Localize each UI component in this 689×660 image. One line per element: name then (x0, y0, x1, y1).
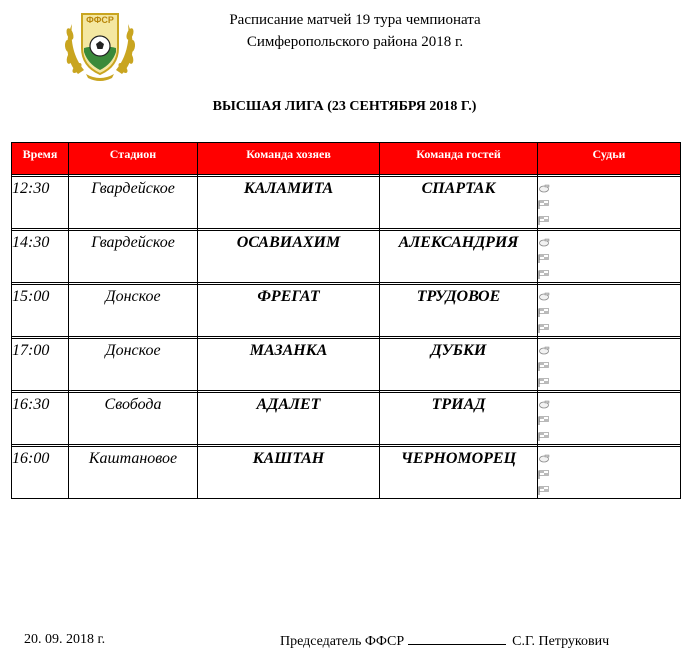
match-time (12, 285, 69, 337)
signature-name: С.Г. Петрукович (512, 634, 610, 649)
signature-label: Председатель ФФСР (280, 634, 405, 649)
match-time (12, 447, 69, 499)
document-title (150, 9, 560, 53)
table-row (12, 447, 681, 499)
flag-icon (538, 266, 550, 275)
match-stadium: Гвардейское (69, 177, 198, 229)
home-team: КАЛАМИТА (198, 177, 380, 229)
match-time (12, 177, 69, 229)
home-team: АДАЛЕТ (198, 393, 380, 445)
whistle-icon (538, 288, 550, 297)
whistle-icon (538, 180, 550, 189)
referees-cell (538, 231, 681, 283)
whistle-icon (538, 396, 550, 405)
match-time-text: 17:00 (12, 342, 50, 359)
column-header-away-team: Команда гостей (380, 143, 538, 175)
flag-icon (538, 428, 550, 437)
flag-icon (538, 196, 550, 205)
referees-cell (538, 393, 681, 445)
table-row (12, 177, 681, 229)
column-header-time: Время (12, 143, 69, 175)
match-stadium: Гвардейское (69, 231, 198, 283)
away-team: ЧЕРНОМОРЕЦ (380, 447, 538, 499)
home-team: КАШТАН (198, 447, 380, 499)
match-time (12, 231, 69, 283)
table-header-row (12, 143, 681, 175)
whistle-icon (538, 234, 550, 243)
away-team: ТРИАД (380, 393, 538, 445)
match-stadium: Каштановое (69, 447, 198, 499)
column-header-stadium: Стадион (69, 143, 198, 175)
match-time (12, 339, 69, 391)
match-time-text: 16:30 (12, 396, 50, 413)
table-row (12, 231, 681, 283)
match-time-text: 14:30 (12, 234, 50, 251)
whistle-icon (538, 342, 550, 351)
match-stadium: Донское (69, 285, 198, 337)
flag-icon (538, 466, 550, 475)
flag-icon (538, 304, 550, 313)
referees-cell (538, 339, 681, 391)
logo-text: ФФСР (86, 15, 114, 25)
away-team: АЛЕКСАНДРИЯ (380, 231, 538, 283)
flag-icon (538, 358, 550, 367)
league-title: ВЫСШАЯ ЛИГА (23 СЕНТЯБРЯ 2018 Г.) (212, 99, 477, 114)
table-row (12, 285, 681, 337)
flag-icon (538, 412, 550, 421)
match-time-text: 15:00 (12, 288, 50, 305)
flag-icon (538, 212, 550, 221)
referees-cell (538, 177, 681, 229)
home-team: МАЗАНКА (198, 339, 380, 391)
match-time-text: 16:00 (12, 450, 50, 467)
signature-block (280, 632, 609, 650)
match-time-text: 12:30 (12, 180, 50, 197)
table-row (12, 393, 681, 445)
match-time (12, 393, 69, 445)
flag-icon (538, 250, 550, 259)
away-team: ТРУДОВОЕ (380, 285, 538, 337)
title-line-1: Расписание матчей 19 тура чемпионата (229, 12, 481, 28)
column-header-home-team: Команда хозяев (198, 143, 380, 175)
flag-icon (538, 482, 550, 491)
title-line-2: Симферопольского района 2018 г. (246, 34, 464, 50)
flag-icon (538, 320, 550, 329)
column-header-referees: Судьи (538, 143, 681, 175)
whistle-icon (538, 450, 550, 459)
signature-line (408, 632, 506, 645)
match-stadium: Донское (69, 339, 198, 391)
document-date: 20. 09. 2018 г. (24, 632, 106, 647)
referees-cell (538, 447, 681, 499)
away-team: СПАРТАК (380, 177, 538, 229)
home-team: ОСАВИАХИМ (198, 231, 380, 283)
table-row (12, 339, 681, 391)
flag-icon (538, 374, 550, 383)
referees-cell (538, 285, 681, 337)
schedule-table (11, 142, 681, 499)
match-stadium: Свобода (69, 393, 198, 445)
home-team: ФРЕГАТ (198, 285, 380, 337)
away-team: ДУБКИ (380, 339, 538, 391)
